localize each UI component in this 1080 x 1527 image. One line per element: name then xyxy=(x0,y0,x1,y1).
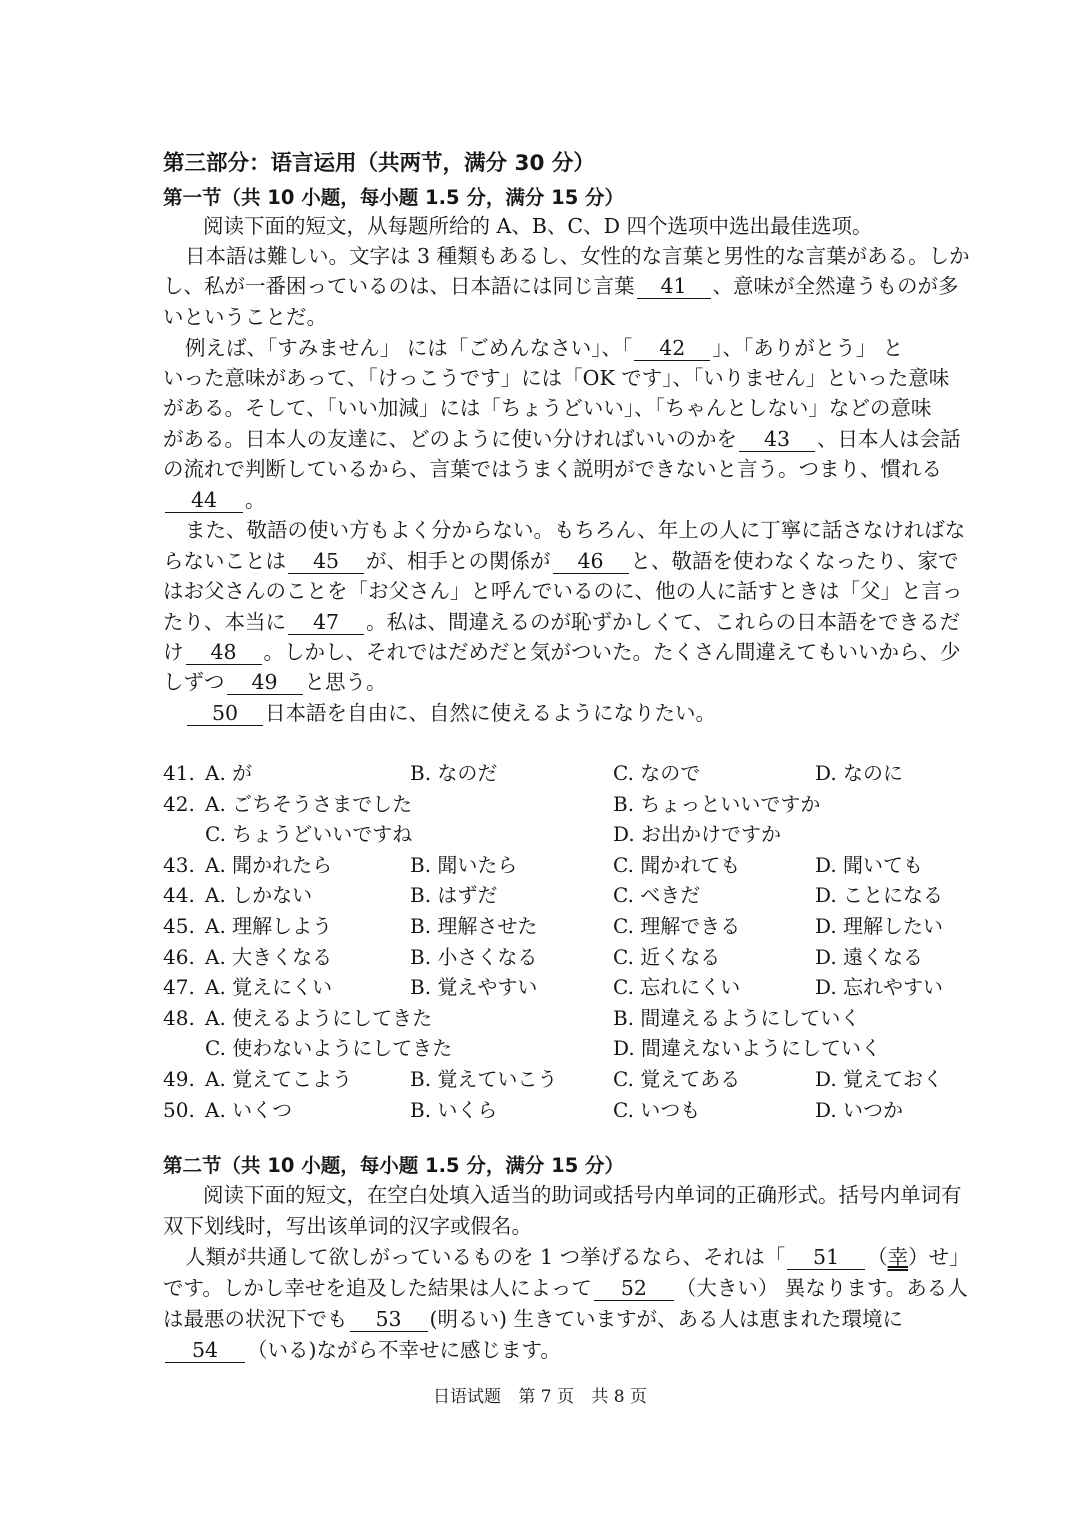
option-b[interactable]: B. ちょっといいですか xyxy=(613,792,821,816)
passage-line xyxy=(163,637,961,667)
passage-line: の流れで判断しているから、言葉ではうまく説明ができないと言う。つまり、慣れる xyxy=(163,457,942,481)
passage-text: 、意味が全然違うものが多 xyxy=(712,274,959,298)
question-number: 41. xyxy=(163,761,195,785)
option-d[interactable]: D. 遠くなる xyxy=(815,945,924,969)
passage-line: はお父さんのことを「お父さん」と呼んでいるのに、他の人に話すときは「父」と言っ xyxy=(163,579,963,603)
blank-48[interactable]: 48 xyxy=(186,640,262,665)
passage-text: し、私が一番困っているのは、日本語には同じ言葉 xyxy=(163,274,635,298)
option-d[interactable]: D. 間違えないようにしていく xyxy=(613,1036,882,1060)
passage-line xyxy=(163,607,960,637)
option-a[interactable]: A. 聞かれたら xyxy=(205,853,333,877)
passage-text: 人類が共通して欲しがっているものを 1 つ挙げるなら、それは「 xyxy=(185,1245,786,1269)
option-a[interactable]: A. しかない xyxy=(205,883,313,907)
option-b[interactable]: B. 理解させた xyxy=(410,914,538,938)
passage-text: 。しかし、それではだめだと気がついた。たくさん間違えてもいいから、少 xyxy=(263,640,961,664)
passage-text: は最悪の状況下でも xyxy=(163,1307,348,1331)
passage-text: です。しかし幸せを追及した結果は人によって xyxy=(163,1276,592,1300)
section2-instruction: 双下划线时，写出该单词的汉字或假名。 xyxy=(163,1214,532,1238)
blank-51[interactable]: 51 xyxy=(787,1245,865,1270)
part3-title: 第三部分：语言运用（共两节，满分 30 分） xyxy=(163,151,595,176)
passage-text: (明るい) 生きていますが、ある人は恵まれた環境に xyxy=(429,1307,904,1331)
option-c[interactable]: C. いつも xyxy=(613,1098,701,1122)
passage-line: また、敬語の使い方もよく分からない。もちろん、年上の人に丁寧に話さなければな xyxy=(185,518,966,542)
passage-text: 、日本人は会話 xyxy=(817,427,961,451)
passage-line xyxy=(163,1304,903,1334)
question-number: 50. xyxy=(163,1098,195,1122)
option-b[interactable]: B. いくら xyxy=(410,1098,498,1122)
blank-54[interactable]: 54 xyxy=(165,1338,245,1363)
question-number: 46. xyxy=(163,945,195,969)
question-number: 44. xyxy=(163,883,195,907)
passage-text: け xyxy=(163,640,184,664)
option-b[interactable]: B. 覚えていこう xyxy=(410,1067,558,1091)
option-c[interactable]: C. 理解できる xyxy=(613,914,741,938)
footer-page: 第 7 页 xyxy=(518,1387,574,1407)
blank-42[interactable]: 42 xyxy=(634,336,710,361)
option-b[interactable]: B. 覚えやすい xyxy=(410,975,538,999)
section2-title: 第二节（共 10 小题，每小题 1.5 分，满分 15 分） xyxy=(163,1154,625,1177)
passage-text: 」、「ありがとう」 と xyxy=(712,336,904,360)
section2-instruction: 阅读下面的短文，在空白处填入适当的助词或括号内单词的正确形式。括号内单词有 xyxy=(203,1183,962,1207)
blank-52[interactable]: 52 xyxy=(594,1276,674,1301)
passage-text: が、相手との関係が xyxy=(366,549,551,573)
passage-text: と、敬語を使わなくなったり、家で xyxy=(630,549,959,573)
passage-line xyxy=(185,1242,970,1272)
option-d[interactable]: D. ことになる xyxy=(815,883,944,907)
option-a[interactable]: A. 大きくなる xyxy=(205,945,333,969)
option-c[interactable]: C. 覚えてある xyxy=(613,1067,741,1091)
passage-text: がある。日本人の友達に、どのように使い分ければいいのかを xyxy=(163,427,737,451)
passage-text: 。 xyxy=(245,488,266,512)
blank-46[interactable]: 46 xyxy=(553,549,629,574)
question-number: 49. xyxy=(163,1067,195,1091)
blank-41[interactable]: 41 xyxy=(637,274,711,299)
question-number: 43. xyxy=(163,853,195,877)
passage-text: 例えば、「すみません」 には「ごめんなさい」、「 xyxy=(185,336,633,360)
passage-line: がある。そして、「いい加減」には「ちょうどいい」、「ちゃんとしない」などの意味 xyxy=(163,396,932,420)
passage-line: 日本語は難しい。文字は 3 種類もあるし、女性的な言葉と男性的な言葉がある。しか xyxy=(185,244,970,268)
passage-text: （いる)ながら不幸せに感じます。 xyxy=(247,1338,561,1362)
blank-53[interactable]: 53 xyxy=(350,1307,428,1332)
passage-line xyxy=(163,1273,968,1303)
blank-45[interactable]: 45 xyxy=(288,549,364,574)
option-d[interactable]: D. 忘れやすい xyxy=(815,975,944,999)
passage-text: （ xyxy=(867,1245,888,1269)
option-c[interactable]: C. なので xyxy=(613,761,701,785)
option-a[interactable]: A. いくつ xyxy=(205,1098,293,1122)
question-number: 45. xyxy=(163,914,195,938)
section1-instruction: 阅读下面的短文，从每题所给的 A、B、C、D 四个选项中选出最佳选项。 xyxy=(203,214,873,238)
option-b[interactable]: B. 聞いたら xyxy=(410,853,518,877)
option-c[interactable]: C. べきだ xyxy=(613,883,701,907)
passage-text: 日本語を自由に、自然に使えるようになりたい。 xyxy=(265,701,716,725)
passage-line xyxy=(163,1335,561,1365)
footer-subject: 日语试题 xyxy=(432,1387,501,1407)
blank-50[interactable]: 50 xyxy=(187,701,263,726)
option-b[interactable]: B. 小さくなる xyxy=(410,945,538,969)
option-b[interactable]: B. なのだ xyxy=(410,761,498,785)
option-d[interactable]: D. 覚えておく xyxy=(815,1067,944,1091)
passage-line xyxy=(185,333,903,363)
option-b[interactable]: B. はずだ xyxy=(410,883,498,907)
option-c[interactable]: C. 聞かれても xyxy=(613,853,741,877)
passage-line: いった意味があって、「けっこうです」には「OK です」、「いりません」といった意味 xyxy=(163,366,950,390)
passage-line: いということだ。 xyxy=(163,305,327,329)
question-number: 48. xyxy=(163,1006,195,1030)
blank-47[interactable]: 47 xyxy=(288,610,364,635)
passage-line xyxy=(163,485,266,515)
option-a[interactable]: A. 覚えてこよう xyxy=(205,1067,353,1091)
hint-word: 幸 xyxy=(887,1245,909,1269)
passage-line xyxy=(163,667,387,697)
footer-total: 共 8 页 xyxy=(591,1387,648,1407)
option-d[interactable]: D. お出かけですか xyxy=(613,822,782,846)
passage-text: と思う。 xyxy=(304,670,387,694)
option-a[interactable]: A. 覚えにくい xyxy=(205,975,333,999)
passage-text: たり、本当に xyxy=(163,610,286,634)
blank-43[interactable]: 43 xyxy=(739,427,815,452)
question-number: 47. xyxy=(163,975,195,999)
blank-44[interactable]: 44 xyxy=(165,488,243,513)
option-d[interactable]: D. いつか xyxy=(815,1098,904,1122)
option-d[interactable]: D. 理解したい xyxy=(815,914,944,938)
page-footer xyxy=(0,1382,1080,1407)
passage-line xyxy=(163,546,959,576)
option-b[interactable]: B. 間違えるようにしていく xyxy=(613,1006,861,1030)
option-c[interactable]: C. ちょうどいいですね xyxy=(205,822,413,846)
passage-text: らないことは xyxy=(163,549,286,573)
option-c[interactable]: C. 近くなる xyxy=(613,945,721,969)
option-a[interactable]: A. が xyxy=(205,761,253,785)
option-d[interactable]: D. 聞いても xyxy=(815,853,924,877)
passage-line xyxy=(185,698,716,728)
option-c[interactable]: C. 忘れにくい xyxy=(613,975,741,999)
passage-text: （大きい） 異なります。ある人 xyxy=(675,1276,968,1300)
section1-title: 第一节（共 10 小题，每小题 1.5 分，满分 15 分） xyxy=(163,186,625,209)
passage-text: ）せ」 xyxy=(908,1245,970,1269)
passage-line xyxy=(163,271,959,301)
passage-line xyxy=(163,424,961,454)
option-d[interactable]: D. なのに xyxy=(815,761,904,785)
option-a[interactable]: A. 使えるようにしてきた xyxy=(205,1006,433,1030)
question-number: 42. xyxy=(163,792,195,816)
passage-text: しずつ xyxy=(163,670,225,694)
option-a[interactable]: A. ごちそうさまでした xyxy=(205,792,413,816)
option-c[interactable]: C. 使わないようにしてきた xyxy=(205,1036,453,1060)
option-a[interactable]: A. 理解しよう xyxy=(205,914,333,938)
passage-text: 。私は、間違えるのが恥ずかしくて、これらの日本語をできるだ xyxy=(366,610,961,634)
blank-49[interactable]: 49 xyxy=(227,670,303,695)
